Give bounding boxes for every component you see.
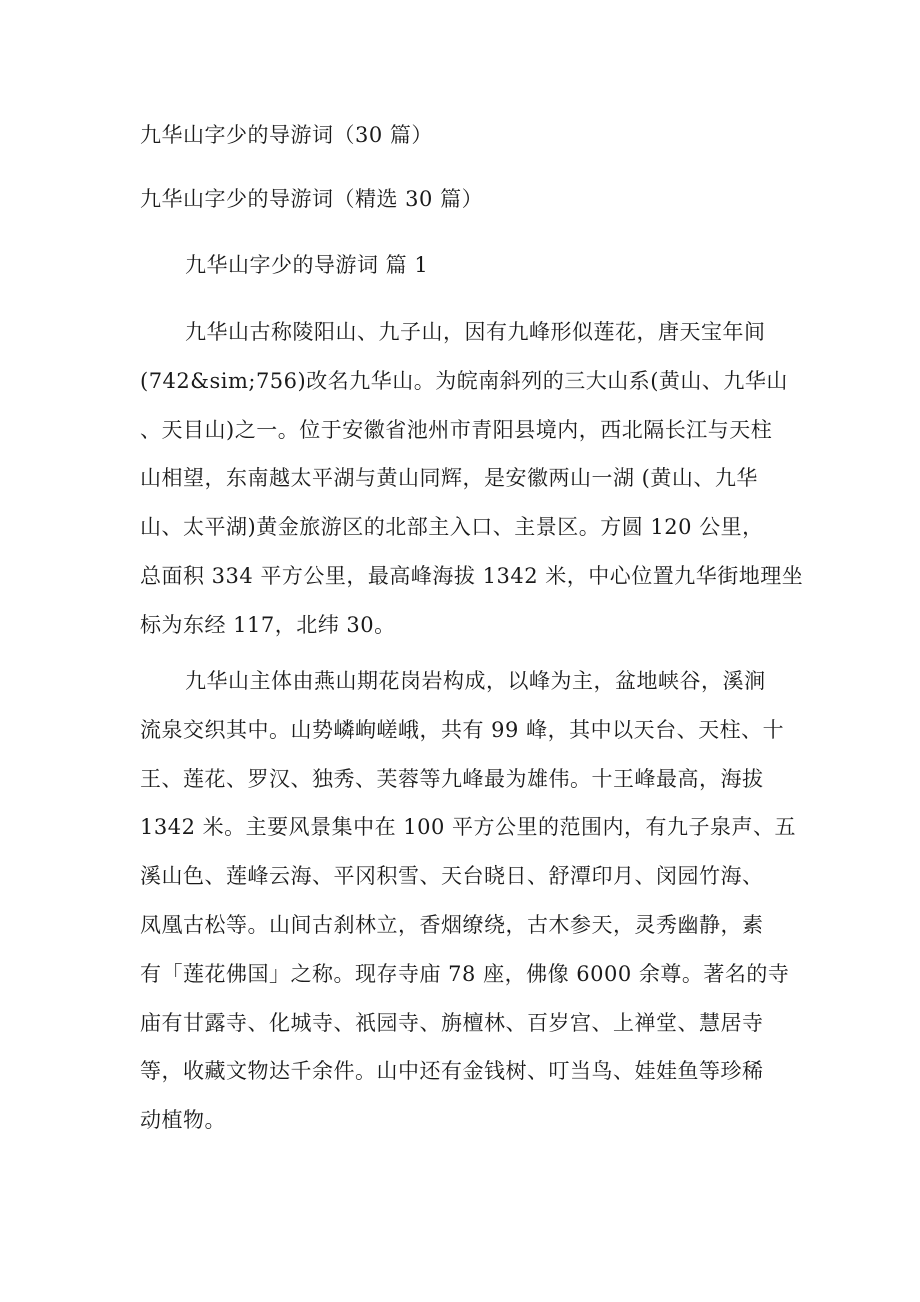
paragraph-line: 标为东经 117，北纬 30。 bbox=[140, 612, 396, 637]
paragraph-line: 等，收藏文物达千余件。山中还有金钱树、叮当鸟、娃娃鱼等珍稀 bbox=[140, 1059, 764, 1084]
paragraph-line: 总面积 334 平方公里，最高峰海拔 1342 米，中心位置九华街地理坐 bbox=[140, 563, 804, 588]
section-heading: 九华山字少的导游词 篇 1 bbox=[185, 253, 429, 277]
paragraph-line: 王、莲花、罗汉、独秀、芙蓉等九峰最为雄伟。十王峰最高，海拔 bbox=[140, 766, 764, 791]
paragraph-line: 山相望，东南越太平湖与黄山同辉，是安徽两山一湖 (黄山、九华 bbox=[140, 466, 758, 491]
paragraph-line: (742&sim;756)改名九华山。为皖南斜列的三大山系(黄山、九华山 bbox=[140, 368, 788, 393]
paragraph-line: 山、太平湖)黄金旅游区的北部主入口、主景区。方圆 120 公里， bbox=[140, 515, 764, 540]
paragraph-line: 九华山主体由燕山期花岗岩构成，以峰为主，盆地峡谷，溪涧 bbox=[185, 669, 766, 693]
paragraph-line: 、天目山)之一。位于安徽省池州市青阳县境内，西北隔长江与天柱 bbox=[140, 417, 773, 442]
paragraph-2 bbox=[140, 657, 797, 1145]
paragraph-1 bbox=[140, 308, 804, 650]
document-subtitle: 九华山字少的导游词（精选 30 篇） bbox=[140, 187, 484, 211]
paragraph-line: 溪山色、莲峰云海、平冈积雪、天台晓日、舒潭印月、闵园竹海、 bbox=[140, 864, 764, 889]
paragraph-line: 1342 米。主要风景集中在 100 平方公里的范围内，有九子泉声、五 bbox=[140, 815, 797, 840]
paragraph-line: 动植物。 bbox=[140, 1108, 226, 1133]
paragraph-line: 有「莲花佛国」之称。现存寺庙 78 座，佛像 6000 余尊。著名的寺 bbox=[140, 961, 790, 986]
paragraph-line: 庙有甘露寺、化城寺、祇园寺、旃檀林、百岁宫、上禅堂、慧居寺 bbox=[140, 1010, 764, 1035]
document-title: 九华山字少的导游词（30 篇） bbox=[140, 123, 433, 147]
paragraph-line: 九华山古称陵阳山、九子山，因有九峰形似莲花，唐天宝年间 bbox=[185, 320, 766, 344]
paragraph-line: 凤凰古松等。山间古刹林立，香烟缭绕，古木参天，灵秀幽静，素 bbox=[140, 912, 764, 937]
paragraph-line: 流泉交织其中。山势嶙峋嵯峨，共有 99 峰，其中以天台、天柱、十 bbox=[140, 717, 785, 742]
